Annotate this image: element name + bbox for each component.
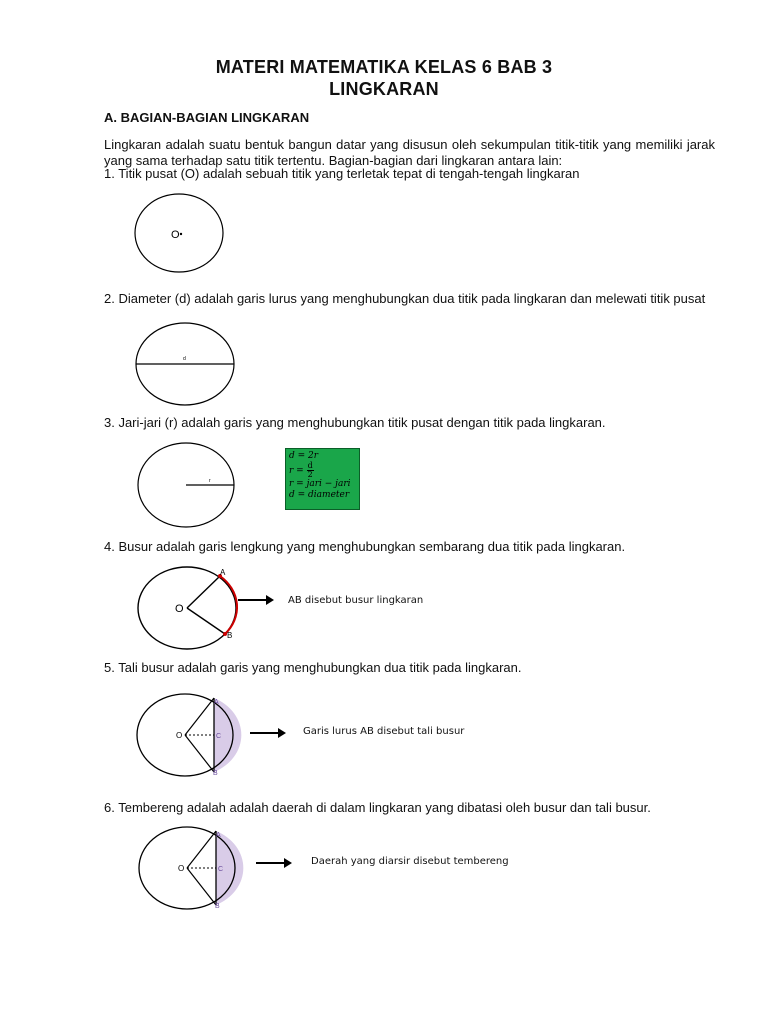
intro-paragraph: Lingkaran adalah suatu bentuk bangun datar yang disusun oleh sekumpulan titik-titik yang memiliki jarak yang sama terhadap satu titik tertentu. Bagian-bagian dari lingkaran antara lain:	[104, 137, 715, 168]
formula-line-3: r = jari − jari	[289, 479, 351, 489]
figure-radius	[137, 442, 235, 528]
center-label: O	[175, 603, 184, 615]
point-a-label: A	[214, 699, 219, 706]
figure-diameter	[135, 322, 235, 406]
formula-r-eq: r =	[289, 466, 307, 476]
point-c-label: C	[218, 866, 224, 873]
formula-line-4: d = diameter	[289, 490, 350, 500]
arc-ab	[220, 576, 237, 634]
item-2-text: 2. Diameter (d) adalah garis lurus yang menghubungkan dua titik pada lingkaran dan melewati titik pusat	[104, 291, 706, 306]
radius-label: r	[209, 478, 211, 484]
item-6-text: 6. Tembereng adalah adalah daerah di dalam lingkaran yang dibatasi oleh busur dan tali busur.	[104, 800, 651, 815]
page-subtitle: LINGKARAN	[329, 79, 439, 99]
diameter-label: d	[183, 356, 186, 362]
chord-note: Garis lurus AB disebut tali busur	[303, 726, 465, 737]
figure-segment	[139, 826, 239, 910]
item-4-text: 4. Busur adalah garis lengkung yang menghubungkan sembarang dua titik pada lingkaran.	[104, 539, 626, 554]
page-title: MATERI MATEMATIKA KELAS 6 BAB 3	[215, 57, 553, 77]
formula-box	[285, 448, 360, 510]
formula-d: d	[289, 451, 295, 461]
item-5-text: 5. Tali busur adalah garis yang menghubungkan dua titik pada lingkaran.	[104, 660, 522, 675]
formula-fraction	[307, 462, 314, 479]
arrow-icon	[238, 594, 274, 606]
fraction-denominator: 2	[307, 470, 313, 479]
radius-ob	[187, 608, 225, 634]
figure-arc	[137, 566, 247, 650]
figure-chord	[137, 693, 237, 777]
item-1-text: 1. Titik pusat (O) adalah sebuah titik yang terletak tepat di tengah-tengah lingkaran	[104, 166, 580, 181]
formula-line-1	[289, 451, 356, 462]
section-heading: A. BAGIAN-BAGIAN LINGKARAN	[104, 110, 310, 125]
point-c-label: C	[216, 733, 222, 740]
radius-ob	[187, 868, 216, 905]
center-dot	[180, 233, 182, 235]
point-b-label: B	[213, 770, 218, 777]
center-label: O	[176, 731, 183, 740]
arc-note: AB disebut busur lingkaran	[288, 595, 424, 606]
figure-center-point	[134, 192, 224, 274]
formula-line-2	[289, 462, 356, 479]
fraction-numerator: d	[307, 461, 313, 470]
item-3-text: 3. Jari-jari (r) adalah garis yang menghubungkan titik pusat dengan titik pada lingkaran.	[104, 415, 606, 430]
point-b-label: B	[215, 903, 220, 910]
arrow-icon	[256, 857, 292, 869]
radius-oa	[187, 831, 216, 868]
center-label: O	[178, 864, 185, 873]
point-a-label: A	[220, 568, 226, 577]
segment-note: Daerah yang diarsir disebut tembereng	[311, 856, 509, 867]
radius-ob	[185, 735, 214, 772]
center-label: O	[171, 229, 180, 241]
radius-oa	[187, 576, 220, 608]
radius-oa	[185, 698, 214, 735]
arrow-icon	[250, 727, 286, 739]
formula-2r: = 2r	[294, 451, 319, 461]
point-b-label: B	[227, 631, 233, 640]
point-a-label: A	[216, 832, 221, 839]
